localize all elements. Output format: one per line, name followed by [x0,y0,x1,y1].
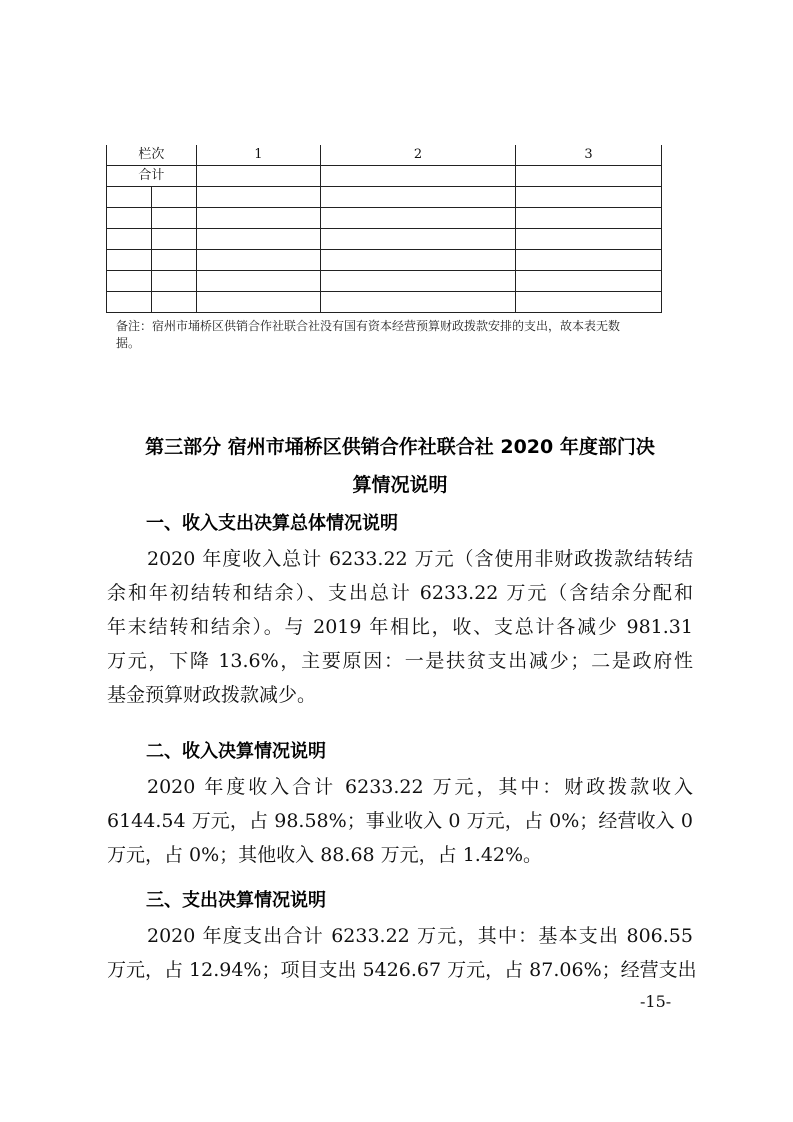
table-cell [151,250,196,271]
paragraph-line: 余和年初结转和结余）、支出总计 6233.22 万元（含结余分配和 [107,582,693,604]
table-cell [151,208,196,229]
section-2-paragraph [107,770,693,872]
table-row [107,292,662,313]
table-cell [107,187,152,208]
note-line: 备注：宿州市埇桥区供销合作社联合社没有国有资本经营预算财政拨款安排的支出，故本表无数 [116,319,621,333]
section-heading-2: 二、收入决算情况说明 [146,741,326,762]
table-cell [107,208,152,229]
table-note [116,318,664,352]
table-cell [196,271,320,292]
page-number: -15- [640,992,672,1011]
table-total-row [107,166,662,187]
section-heading-1: 一、收入支出决算总体情况说明 [146,513,398,534]
table-cell [516,271,662,292]
paragraph-line: 万元，占 0%；其他收入 88.68 万元，占 1.42%。 [107,844,543,866]
table-cell [321,208,516,229]
header-cell-1: 1 [196,145,320,166]
table-cell [516,229,662,250]
table-cell [321,292,516,313]
table-cell [151,229,196,250]
table-cell [107,292,152,313]
total-label-cell: 合计 [107,166,197,187]
paragraph-line: 年末结转和结余）。与 2019 年相比，收、支总计各减少 981.31 [107,616,693,638]
table-cell [516,208,662,229]
table-row [107,229,662,250]
table-cell [107,271,152,292]
table-cell [151,292,196,313]
table-row [107,250,662,271]
paragraph-line: 2020 年度收入合计 6233.22 万元，其中：财政拨款收入 [147,776,693,798]
table-cell [107,229,152,250]
table-cell [196,187,320,208]
part-title-line-2: 算情况说明 [352,474,448,496]
table-cell [196,250,320,271]
table-cell [516,292,662,313]
table-cell [196,166,320,187]
table-row [107,271,662,292]
paragraph-line: 万元，占 12.94%；项目支出 5426.67 万元，占 87.06%；经营支出 [107,959,697,981]
header-cell-3: 3 [516,145,662,166]
paragraph-line: 2020 年度支出合计 6233.22 万元，其中：基本支出 806.55 [147,925,693,947]
paragraph-line: 基金预算财政拨款减少。 [107,684,317,706]
table-cell [516,187,662,208]
table-cell [321,271,516,292]
table-cell [516,166,662,187]
paragraph-line: 2020 年度收入总计 6233.22 万元（含使用非财政拨款结转结 [147,548,693,570]
table-cell [196,208,320,229]
table-cell [321,229,516,250]
table-cell [321,166,516,187]
expenditure-table [106,145,662,313]
table-cell [321,250,516,271]
table-cell [196,292,320,313]
paragraph-line: 6144.54 万元，占 98.58%；事业收入 0 万元，占 0%；经营收入 0 [107,810,693,832]
table-cell [196,229,320,250]
section-3-paragraph [107,919,697,987]
section-1-paragraph [107,542,693,712]
table-cell [516,250,662,271]
table-header-row [107,145,662,166]
section-heading-3: 三、支出决算情况说明 [146,890,326,911]
table-cell [151,271,196,292]
note-line: 据。 [116,336,141,350]
header-cell-2: 2 [321,145,516,166]
header-cell-column-index: 栏次 [107,145,197,166]
table-row [107,187,662,208]
table-cell [151,187,196,208]
paragraph-line: 万元，下降 13.6%，主要原因：一是扶贫支出减少；二是政府性 [107,650,693,672]
part-title-line-1: 第三部分 宿州市埇桥区供销合作社联合社 2020 年度部门决 [145,436,655,458]
table-row [107,208,662,229]
table-cell [321,187,516,208]
table-cell [107,250,152,271]
